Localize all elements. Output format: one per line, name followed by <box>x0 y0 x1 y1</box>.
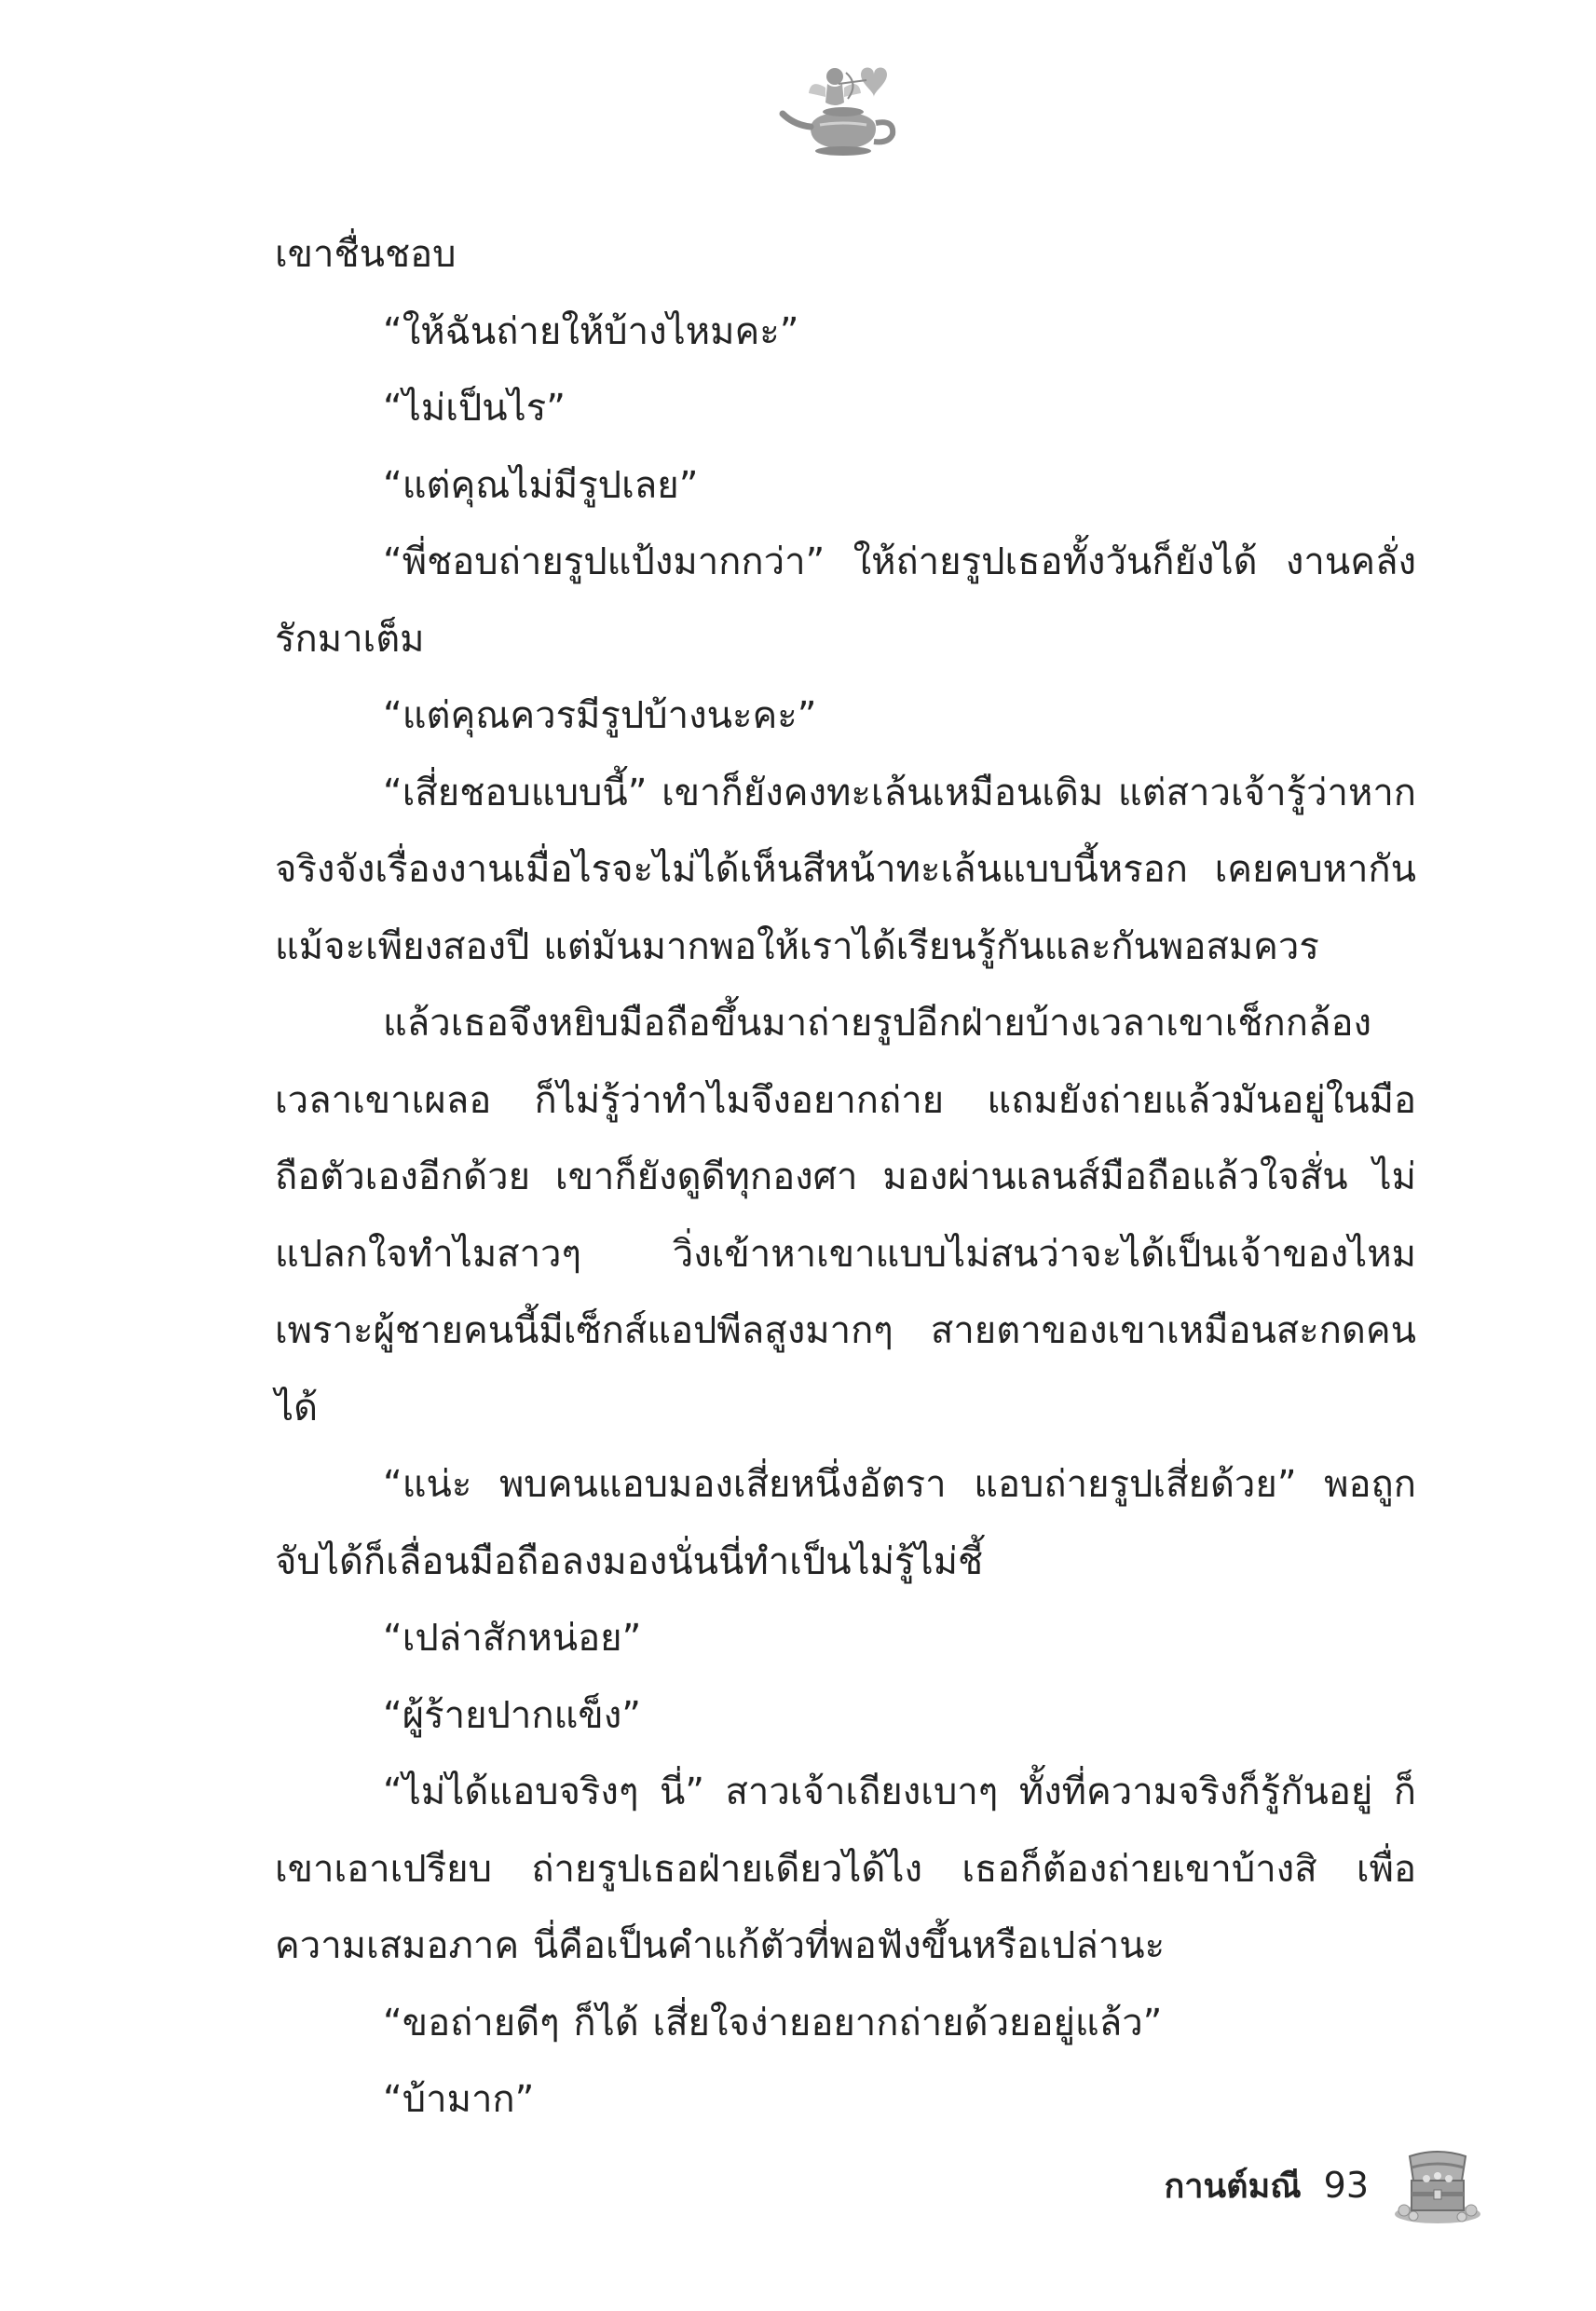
paragraph: “ผู้ร้ายปากแข็ง” <box>383 1693 641 1737</box>
page-number: 93 <box>1323 2165 1369 2206</box>
paragraph: “พี่ชอบถ่ายรูปแป้งมากกว่า” ให้ถ่ายรูปเธอทั้งวันก็ยังได้ งานคลั่งรักมาเต็ม <box>275 540 1416 661</box>
paragraph: แล้วเธอจึงหยิบมือถือขึ้นมาถ่ายรูปอีกฝ่ายบ้างเวลาเขาเช็กกล้อง เวลาเขาเผลอ ก็ไม่รู้ว่าทำไมจึงอยากถ่าย แถมยังถ่ายแล้วมันอยู่ในมือถือตัวเองอีกด้วย เขาก็ยังดูดีทุกองศา มองผ่านเลนส์มือถือแล้วใจสั่น ไม่แปลกใจทำไมสาวๆ วิ่งเข้าหาเขาแบบไม่สนว่าจะได้เป็นเจ้าของไหม เพราะผู้ชายคนนี้มีเซ็กส์แอปพีลสูงมากๆ สายตาของเขาเหมือนสะกดคนได้ <box>275 1002 1416 1429</box>
paragraph: “เสี่ยชอบแบบนี้” เขาก็ยังคงทะเล้นเหมือนเดิม แต่สาวเจ้ารู้ว่าหากจริงจังเรื่องงานเมื่อไรจะไม่ได้เห็นสีหน้าทะเล้นแบบนี้หรอก เคยคบหากันแม้จะเพียงสองปี แต่มันมากพอให้เราได้เรียนรู้กันและกันพอสมควร <box>275 771 1416 968</box>
paragraph: “แต่คุณไม่มีรูปเลย” <box>383 463 699 507</box>
paragraph: “ไม่เป็นไร” <box>383 387 566 430</box>
treasure-chest-icon <box>1391 2145 1484 2225</box>
body-text <box>275 216 1416 2139</box>
paragraph: “แน่ะ พบคนแอบมองเสี่ยหนึ่งอัตรา แอบถ่ายรูปเสี่ยด้วย” พอถูกจับได้ก็เลื่อนมือถือลงมองนั่นนี่ทำเป็นไม่รู้ไม่ชี้ <box>275 1463 1416 1583</box>
paragraph: “ขอถ่ายดีๆ ก็ได้ เสี่ยใจง่ายอยากถ่ายด้วยอยู่แล้ว” <box>383 2001 1163 2044</box>
paragraph: “บ้ามาก” <box>383 2078 535 2121</box>
cupid-teapot-ornament-icon <box>773 56 913 168</box>
page-footer <box>1165 2143 1485 2227</box>
paragraph: “ให้ฉันถ่ายให้บ้างไหมคะ” <box>383 309 799 353</box>
paragraph: “แต่คุณควรมีรูปบ้างนะคะ” <box>383 694 817 737</box>
paragraph: เขาชื่นชอบ <box>275 233 457 276</box>
paragraph: “ไม่ได้แอบจริงๆ นี่” สาวเจ้าเถียงเบาๆ ทั้งที่ความจริงก็รู้กันอยู่ ก็เขาเอาเปรียบ ถ่ายรูปเธอฝ่ายเดียวได้ไง เธอก็ต้องถ่ายเขาบ้างสิ เพื่อความเสมอภาค นี่คือเป็นคำแก้ตัวที่พอฟังขึ้นหรือเปล่านะ <box>275 1771 1416 1967</box>
paragraph: “เปล่าสักหน่อย” <box>383 1617 642 1660</box>
book-title: กานต์มณี <box>1164 2167 1302 2206</box>
